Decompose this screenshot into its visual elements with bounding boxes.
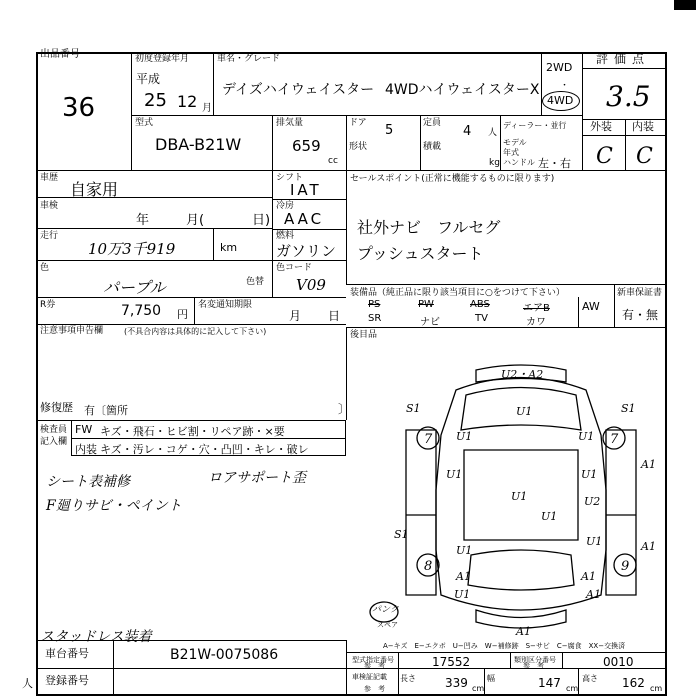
newcar-value: 有・無 <box>622 308 659 322</box>
equip-sr: SR <box>368 313 382 324</box>
reg-label: 初度登録年月 <box>135 54 190 64</box>
form-value: 17552 <box>432 655 471 669</box>
color-change-label: 色替 <box>246 277 265 287</box>
diagram-mark: U1 <box>581 468 598 481</box>
score-value: 3.5 <box>606 80 651 113</box>
recycle-value: 7,750 <box>121 303 162 319</box>
int-label: 内装 <box>632 120 654 133</box>
notes-label: 注意事項申告欄 <box>40 326 104 336</box>
width-value: 147 <box>538 676 561 690</box>
equip-leather: カワ <box>526 317 546 328</box>
shaken-month: 月( <box>186 213 205 228</box>
diagram-mark: U1 <box>456 430 473 443</box>
load-label: 積載 <box>423 142 442 152</box>
wheel-mark: 7 <box>424 432 433 447</box>
color-code-label: 色コード <box>276 263 313 273</box>
length-value: 339 <box>445 676 468 690</box>
form-label-1: 型式指定番号 <box>352 656 394 664</box>
sales-line2: プッシュスタート <box>357 244 484 263</box>
equip-navi: ナビ <box>420 317 440 328</box>
displacement-label: 排気量 <box>276 118 304 128</box>
class-label-1: 類別区分番号 <box>514 656 556 664</box>
displacement-unit: cc <box>328 156 338 166</box>
diagram-mark: S1 <box>621 402 636 415</box>
note-rear: ロアサポート歪 <box>208 470 306 486</box>
diagram-mark: U1 <box>446 468 463 481</box>
lot-label: 出品番号 <box>40 49 80 60</box>
shift-value: IAT <box>290 181 322 199</box>
reg-month-unit: 月 <box>202 103 212 114</box>
capacity-unit: 人 <box>488 128 498 138</box>
equip-aw: AW <box>582 300 600 313</box>
length-label: 長さ <box>400 674 416 683</box>
load-unit: kg <box>489 158 500 168</box>
diagram-mark: U2 <box>584 495 601 508</box>
diagram-mark: S1 <box>406 402 421 415</box>
dealer-label: ディーラー・並行 <box>503 121 567 130</box>
damage-diagram <box>346 340 667 640</box>
diagram-mark: U1 <box>586 535 603 548</box>
spare-label: スペア <box>377 621 398 629</box>
wheel-mark: 8 <box>424 559 433 574</box>
score-label: 評価点 <box>596 52 651 66</box>
inspect-interior: 内装 <box>75 443 97 456</box>
lot-number: 36 <box>62 93 96 123</box>
mileage-value: 10万3千919 <box>88 240 176 258</box>
reg-year: 25 <box>144 90 167 111</box>
displacement-value: 659 <box>292 137 321 155</box>
diagram-mark: U1 <box>578 430 595 443</box>
katashiki-label: 型式 <box>135 118 154 128</box>
diagram-mark: A1 <box>581 570 596 583</box>
aircon-label: 冷房 <box>276 201 295 211</box>
class-value: 0010 <box>603 655 634 669</box>
history-value: 自家用 <box>70 180 119 199</box>
size-label-2: 参 考 <box>364 685 385 693</box>
sales-label: セールスポイント(正常に機能するものに限ります) <box>350 174 555 184</box>
expiry-day: 日 <box>328 309 341 323</box>
expiry-label: 名変通知期限 <box>198 300 253 310</box>
mileage-unit: km <box>220 241 238 254</box>
car-grade: 4WDハイウェイスターX <box>385 82 540 98</box>
inspect-int-items: キズ・汚レ・コゲ・穴・凸凹・キレ・破レ <box>100 443 309 456</box>
diagram-mark: U1 <box>541 510 558 523</box>
height-label: 高さ <box>582 674 598 683</box>
diagram-mark: U1 <box>456 544 473 557</box>
diagram-legend: A−キズ E−エクボ U−凹み W−補修跡 S−サビ C−腐食 XX−交換済 <box>383 642 626 650</box>
rear-seat-label: 後目品 <box>350 330 378 340</box>
ext-score: C <box>596 144 613 169</box>
doors-label: ドア <box>349 118 367 128</box>
capacity-value: 4 <box>463 124 472 139</box>
equip-abs: ABS <box>470 299 490 310</box>
expiry-month: 月 <box>289 309 302 323</box>
body-label: 形状 <box>349 142 368 152</box>
diagram-mark: S1 <box>394 528 409 541</box>
newcar-label: 新車保証書 <box>617 288 663 298</box>
diagram-mark: U1 <box>511 490 528 503</box>
aircon-value: AAC <box>284 210 325 228</box>
reg-month: 12 <box>177 92 198 111</box>
drive-4wd: 4WD <box>547 94 574 107</box>
fuel-label: 燃料 <box>276 231 295 241</box>
diagram-mark: A1 <box>641 458 656 471</box>
diagram-mark: A1 <box>516 625 531 638</box>
shaken-day: 日) <box>252 213 271 228</box>
diagram-mark: A1 <box>641 540 656 553</box>
diagram-mark: U2・A2 <box>501 368 544 381</box>
height-value: 162 <box>622 676 645 690</box>
inspect-fw: FW <box>75 423 93 436</box>
car-model: デイズハイウェイスター <box>222 82 375 98</box>
diagram-mark: U1 <box>516 405 533 418</box>
diagram-mark: U1 <box>454 588 471 601</box>
int-score: C <box>636 144 653 169</box>
corner-mark <box>674 0 696 10</box>
form-label-2: 参 考 <box>364 662 385 670</box>
sales-line1: 社外ナビ フルセグ <box>357 218 501 237</box>
wheel-mark: 9 <box>621 559 630 574</box>
handle-value: 左・右 <box>538 157 571 170</box>
fuel-value: ガソリン <box>276 242 337 260</box>
drive-2wd: 2WD <box>546 61 573 74</box>
equip-ps: PS <box>368 299 381 310</box>
note-seat: シート表補修 <box>46 474 130 490</box>
model-year-label: モデル年式 <box>503 138 527 157</box>
equip-tv: TV <box>475 313 488 324</box>
notes-hint: (不具合内容は具体的に記入して下さい) <box>124 327 267 336</box>
reg-era: 平成 <box>136 72 161 86</box>
inspect-fw-items: キズ・飛石・ヒビ割・リペア跡・×要 <box>100 425 285 438</box>
shaken-year: 年 <box>136 213 150 228</box>
repair-value: 有〔箇所 <box>84 404 128 417</box>
katashiki-value: DBA-B21W <box>155 135 242 154</box>
color-value: パープル <box>103 278 166 297</box>
repair-label: 修復歴 <box>40 401 73 414</box>
color-label: 色 <box>40 263 50 273</box>
width-unit: cm <box>566 684 579 693</box>
note-floor: F廻りサビ・ペイント <box>46 498 182 514</box>
capacity-label: 定員 <box>423 118 442 128</box>
class-label-2: 参 考 <box>523 662 544 670</box>
mileage-label: 走行 <box>40 231 59 241</box>
doors-value: 5 <box>385 123 394 138</box>
equip-label: 装備品（純正品に限り該当項目に○をつけて下さい） <box>350 288 565 298</box>
note-tires: スタッドレス装着 <box>40 629 152 645</box>
ext-label: 外装 <box>590 120 612 133</box>
height-unit: cm <box>650 684 663 693</box>
shift-label: シフト <box>276 173 304 183</box>
recycle-unit: 円 <box>177 308 188 321</box>
size-label-1: 車検証記載 <box>352 673 387 681</box>
length-unit: cm <box>472 684 485 693</box>
plate-label: 登録番号 <box>45 674 89 687</box>
diagram-mark: A1 <box>586 588 601 601</box>
history-label: 車歴 <box>40 173 59 183</box>
shaken-label: 車検 <box>40 201 59 211</box>
chassis-label: 車台番号 <box>45 647 89 660</box>
recycle-label: R券 <box>40 300 56 310</box>
inspect-label-2: 記入欄 <box>40 437 68 447</box>
diagram-mark: A1 <box>456 570 471 583</box>
inspect-label-1: 検査員 <box>40 425 68 435</box>
color-code: V09 <box>296 276 326 294</box>
handle-label: ハンドル <box>503 158 535 167</box>
equip-airbag: エアB <box>523 303 550 314</box>
name-label: 車名・グレード <box>217 54 281 64</box>
equip-pw: PW <box>418 299 434 310</box>
spare-mark: パンク <box>372 605 399 615</box>
chassis-value: B21W-0075086 <box>170 647 279 663</box>
repair-end: 〕 <box>338 402 351 416</box>
width-label: 幅 <box>487 674 495 683</box>
wheel-mark: 7 <box>610 432 619 447</box>
